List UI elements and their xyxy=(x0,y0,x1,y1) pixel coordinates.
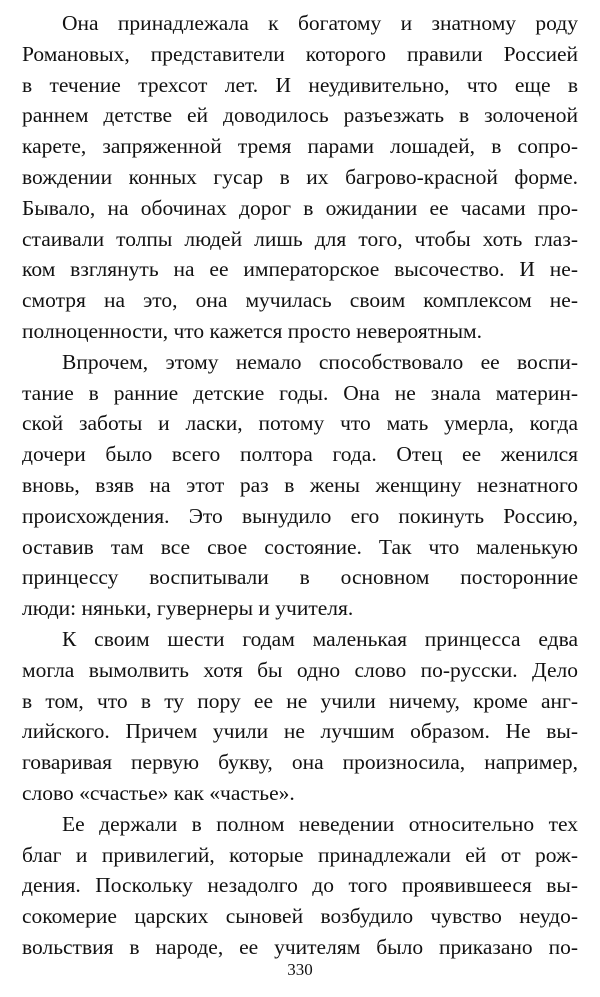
text-line: ком взглянуть на ее императорское высочество. И не- xyxy=(22,257,578,282)
text-line: стаивали толпы людей лишь для того, чтобы хоть глаз- xyxy=(22,226,578,251)
text-line: говаривая первую букву, она произносила, например, xyxy=(22,750,578,775)
text-line: К своим шести годам маленькая принцесса едва xyxy=(62,626,578,651)
text-line: вновь, взяв на этот раз в жены женщину незнатного xyxy=(22,472,578,497)
text-line: происхождения. Это вынудило его покинуть Россию, xyxy=(22,503,578,528)
page-body xyxy=(22,8,578,963)
text-line: полноценности, что кажется просто невероятным. xyxy=(22,318,483,343)
text-line: вольствия в народе, ее учителям было приказано по- xyxy=(22,934,578,959)
text-line: оставив там все свое состояние. Так что маленькую xyxy=(22,534,578,559)
text-line: лийского. Причем учили не лучшим образом. Не вы- xyxy=(22,719,578,744)
text-line: ской заботы и ласки, потому что мать умерла, когда xyxy=(22,411,578,436)
text-line: Романовых, представители которого правили Россией xyxy=(22,41,578,66)
page-number: 330 xyxy=(287,960,313,979)
text-line: смотря на это, она мучилась своим комплексом не- xyxy=(22,288,578,313)
text-line: Впрочем, этому немало способствовало ее воспи- xyxy=(62,349,578,374)
text-line: тание в ранние детские годы. Она не знала материн- xyxy=(22,380,578,405)
text-line: люди: няньки, гувернеры и учителя. xyxy=(22,596,354,621)
text-line: в том, что в ту пору ее не учили ничему, кроме анг- xyxy=(22,688,578,713)
paragraph xyxy=(22,624,578,809)
text-line: дения. Поскольку незадолго до того проявившееся вы- xyxy=(22,873,578,898)
paragraph xyxy=(22,8,578,347)
text-line: слово «счастье» как «частье». xyxy=(22,780,295,805)
text-line: раннем детстве ей доводилось разъезжать в золоченой xyxy=(22,103,578,128)
text-line: карете, запряженной тремя парами лошадей, в сопро- xyxy=(22,134,578,159)
text-line: дочери было всего полтора года. Отец ее женился xyxy=(22,442,578,467)
text-line: сокомерие царских сыновей возбудило чувство неудо- xyxy=(22,904,578,929)
text-line: принцессу воспитывали в основном посторонние xyxy=(22,565,578,590)
paragraph xyxy=(22,347,578,624)
paragraph xyxy=(22,809,578,963)
text-line: Бывало, на обочинах дорог в ожидании ее часами про- xyxy=(22,195,578,220)
text-line: в течение трехсот лет. И неудивительно, что еще в xyxy=(22,72,578,97)
text-line: могла вымолвить хотя бы одно слово по-русски. Дело xyxy=(22,657,578,682)
text-line: благ и привилегий, которые принадлежали ей от рож- xyxy=(22,842,578,867)
text-line: вождении конных гусар в их багрово-красной форме. xyxy=(22,164,578,189)
text-line: Ее держали в полном неведении относительно тех xyxy=(62,811,578,836)
text-line: Она принадлежала к богатому и знатному роду xyxy=(62,11,578,35)
